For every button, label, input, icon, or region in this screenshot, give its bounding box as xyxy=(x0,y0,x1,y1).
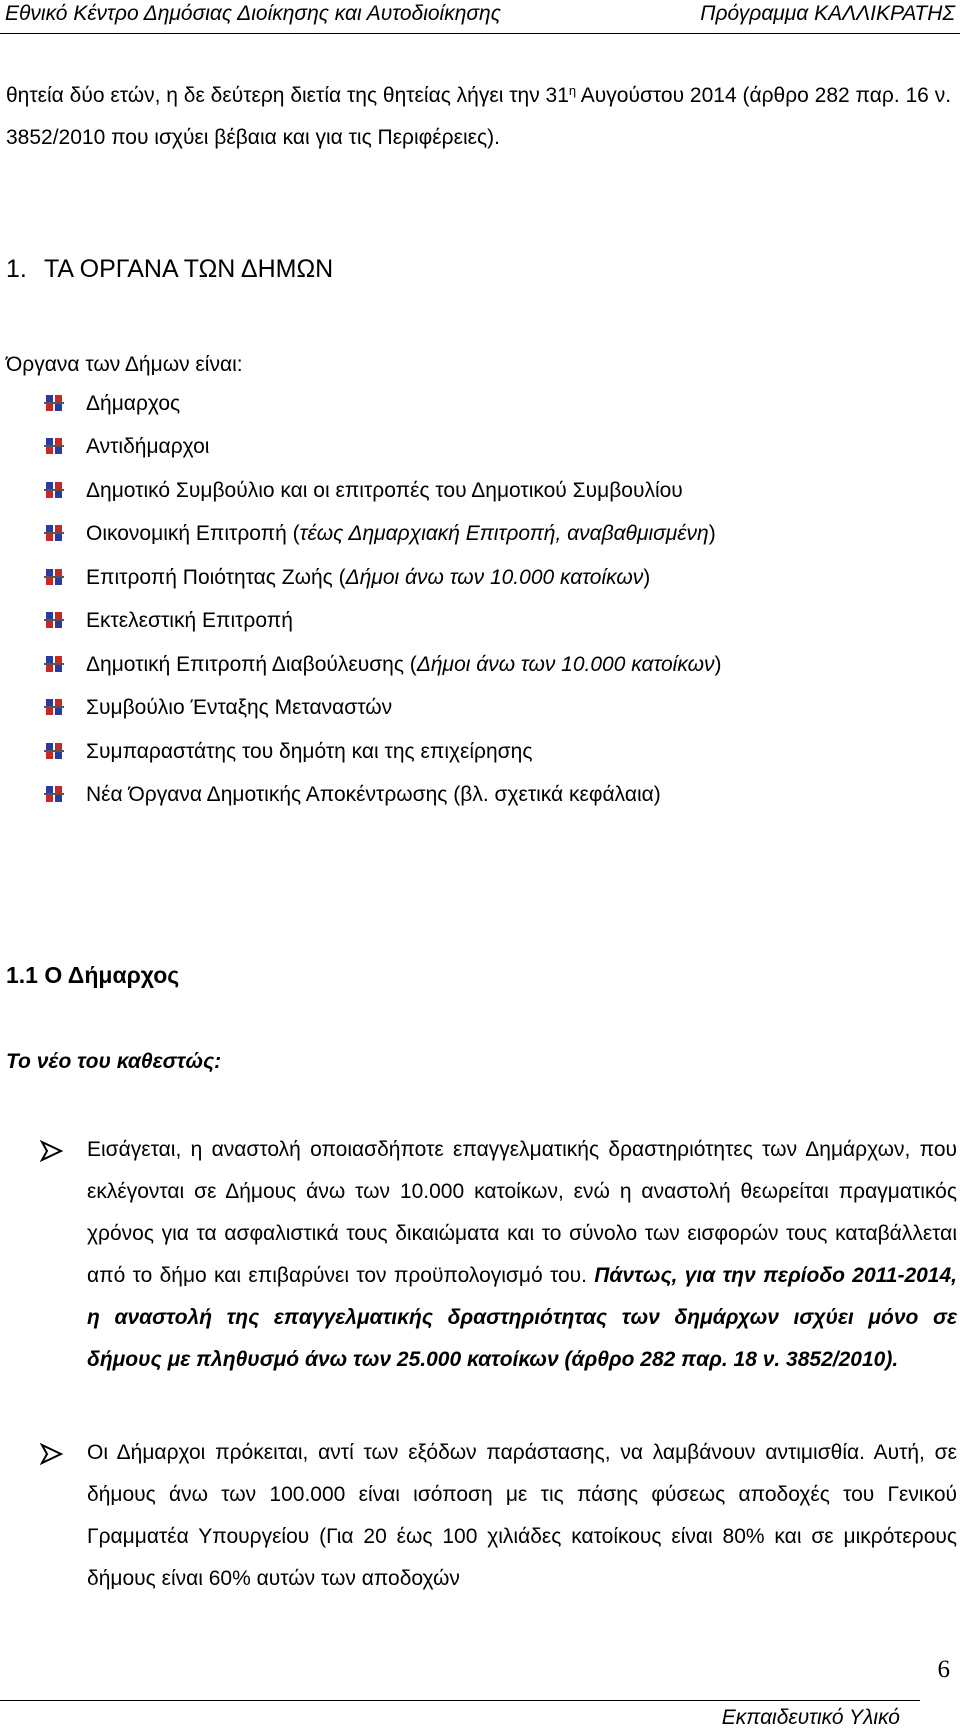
intro-line-1a: θητεία δύο ετών, η δε δεύτερη διετία της θητείας λήγει την 31 xyxy=(6,84,569,107)
organs-intro: Όργανα των Δήμων είναι: xyxy=(6,353,243,376)
list-item-text-italic: Δήμοι άνω των 10.000 κατοίκων xyxy=(416,653,715,676)
list-item xyxy=(0,477,900,507)
paragraph-suspension-text: Εισάγεται, η αναστολή οποιασδήποτε επαγγελματικής δραστηριότητες των Δημάρχων, που εκλέγονται σε Δήμους άνω των 10.000 κατοίκων, ενώ η αναστολή θεωρείται πραγματικός χρόνος για τα ασφαλιστικά τους δικαιώματα και το σύνολο των εισφορών τους καταβάλλεται από το δήμο και επιβαρύνει τον προϋπολογισμό του. xyxy=(87,1138,957,1287)
list-item-text-pre: Δημοτική Επιτροπή Διαβούλευσης ( xyxy=(86,653,417,676)
arrowhead-bullet-icon xyxy=(40,1443,64,1465)
list-item-text: Εκτελεστική Επιτροπή xyxy=(86,609,293,632)
list-item-text: Συμπαραστάτης του δημότη και της επιχείρησης xyxy=(86,740,533,763)
list-item xyxy=(0,433,900,463)
arrowhead-bullet-icon xyxy=(40,1140,64,1162)
list-item-text: Δήμαρχος xyxy=(86,392,181,415)
intro-line-2: 3852/2010 που ισχύει βέβαια και για τις Περιφέρειες). xyxy=(6,126,500,149)
list-item-text-post: ) xyxy=(708,522,716,545)
list-item-text: Συμβούλιο Ένταξης Μεταναστών xyxy=(86,696,393,719)
colored-square-bullet-icon xyxy=(44,567,66,589)
intro-superscript: η xyxy=(568,83,577,98)
list-item-text: Αντιδήμαρχοι xyxy=(86,435,210,458)
section-heading xyxy=(6,255,333,284)
list-item-text-post: ) xyxy=(714,653,722,676)
paragraph-suspension-emphasis: Πάντως, για την περίοδο 2011-2014, η αναστολή της επαγγελματικής δραστηριότητας των δημάρχων ισχύει μόνο σε δήμους με πληθυσμό άνω των 25.000 κατοίκων (άρθρο 282 παρ. 18 ν. 3852/2010). xyxy=(87,1264,957,1371)
list-item-text xyxy=(86,522,716,546)
colored-square-bullet-icon xyxy=(44,654,66,676)
colored-square-bullet-icon xyxy=(44,610,66,632)
list-item xyxy=(0,781,900,811)
colored-square-bullet-icon xyxy=(44,480,66,502)
list-item-text xyxy=(86,566,650,590)
colored-square-bullet-icon xyxy=(44,741,66,763)
page-header xyxy=(0,0,960,36)
section-title: ΤΑ ΟΡΓΑΝΑ ΤΩΝ ΔΗΜΩΝ xyxy=(44,255,334,283)
list-item-text xyxy=(86,653,721,677)
subsection-subtitle: Το νέο του καθεστώς: xyxy=(6,1050,222,1073)
colored-square-bullet-icon xyxy=(44,393,66,415)
header-program: Πρόγραμμα ΚΑΛΛΙΚΡΑΤΗΣ xyxy=(700,2,955,25)
list-item xyxy=(0,651,900,681)
list-item xyxy=(0,390,900,420)
list-item xyxy=(0,564,900,594)
list-item xyxy=(0,607,900,637)
list-item-text: Δημοτικό Συμβούλιο και οι επιτροπές του Δημοτικού Συμβουλίου xyxy=(86,479,683,502)
page-number: 6 xyxy=(937,1656,950,1683)
list-item-text-italic: Δήμοι άνω των 10.000 κατοίκων xyxy=(345,566,644,589)
page-footer xyxy=(0,1656,960,1731)
paragraph-salary: Οι Δήμαρχοι πρόκειται, αντί των εξόδων παράστασης, να λαμβάνουν αντιμισθία. Αυτή, σε δήμους άνω των 100.000 είναι ισόποση με τις πάσης φύσεως αποδοχές του Γενικού Γραμματέα Υπουργείου (Για 20 έως 100 χιλιάδες κατοίκους είναι 80% και σε μικρότερους δήμους είναι 60% αυτών των αποδοχών xyxy=(87,1441,957,1590)
colored-square-bullet-icon xyxy=(44,523,66,545)
header-organization: Εθνικό Κέντρο Δημόσιας Διοίκησης και Αυτοδιοίκησης xyxy=(5,2,501,25)
header-rule xyxy=(0,33,960,34)
subsection-title: 1.1 Ο Δήμαρχος xyxy=(6,962,180,988)
colored-square-bullet-icon xyxy=(44,784,66,806)
list-item-text-italic: τέως Δημαρχιακή Επιτροπή, αναβαθμισμένη xyxy=(299,522,709,545)
list-item-text-post: ) xyxy=(643,566,651,589)
colored-square-bullet-icon xyxy=(44,697,66,719)
section-number: 1. xyxy=(6,255,27,283)
colored-square-bullet-icon xyxy=(44,436,66,458)
list-item-text-pre: Επιτροπή Ποιότητας Ζωής ( xyxy=(86,566,346,589)
list-item-text-pre: Οικονομική Επιτροπή ( xyxy=(86,522,300,545)
intro-line-1b: Αυγούστου 2014 (άρθρο 282 παρ. 16 ν. xyxy=(576,84,952,107)
list-item xyxy=(0,738,900,768)
list-item xyxy=(0,520,900,550)
list-item-text: Νέα Όργανα Δημοτικής Αποκέντρωσης (βλ. σχετικά κεφάλαια) xyxy=(86,783,661,806)
list-item xyxy=(0,694,900,724)
footer-label: Εκπαιδευτικό Υλικό xyxy=(721,1706,900,1729)
paragraph-suspension xyxy=(87,1129,957,1381)
intro-line-1 xyxy=(6,83,951,108)
footer-rule xyxy=(0,1700,920,1701)
